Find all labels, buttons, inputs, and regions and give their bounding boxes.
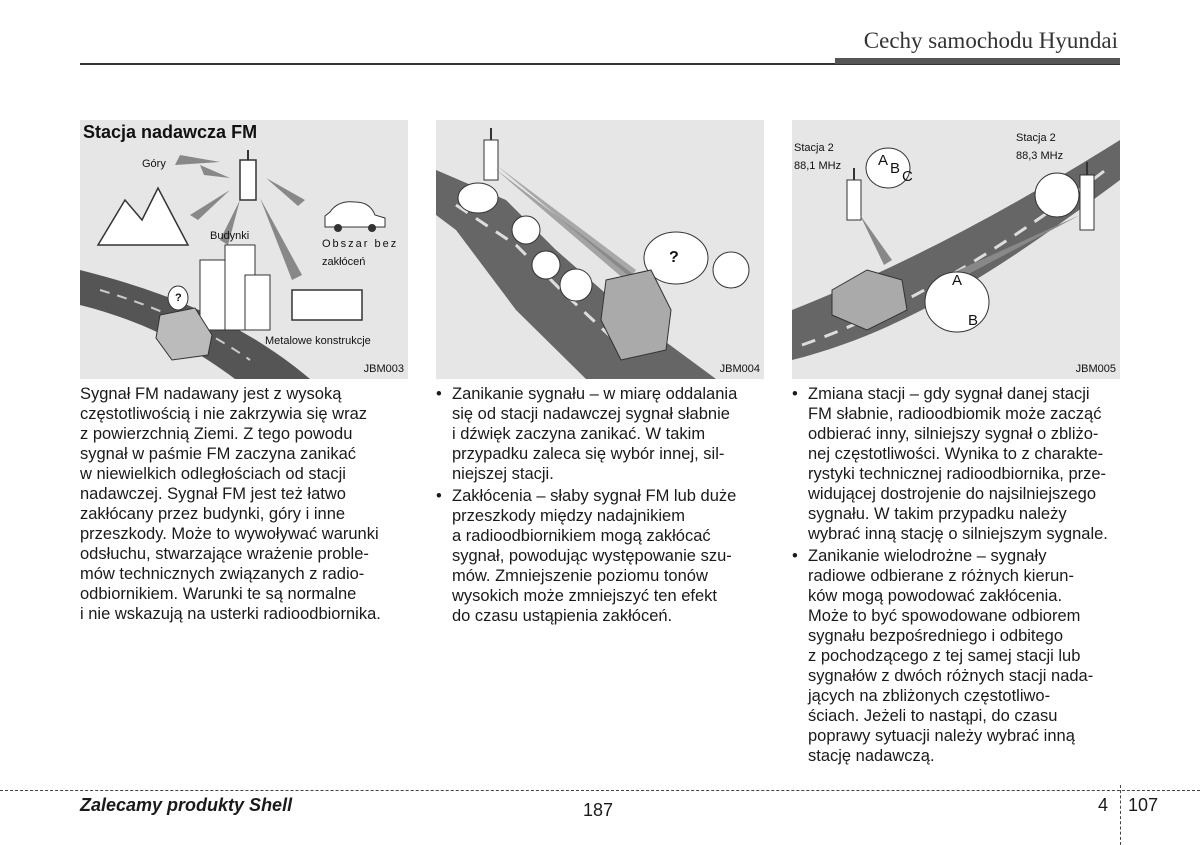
bullet-line: sygnałów z dwóch różnych stacji nada- <box>808 667 1094 685</box>
text-column-middle <box>436 384 766 628</box>
bullet-line: z pochodzącego z tej samej stacji lub <box>808 647 1081 665</box>
bullet-line: się od stacji nadawczej sygnał słabnie <box>452 405 730 423</box>
bullet-line: stację nadawczą. <box>808 747 935 765</box>
bullet-line: widującej dostrojenie do najsilniejszego <box>808 485 1097 503</box>
footer-divider <box>1120 785 1121 845</box>
bullet-line: ściach. Jeżeli to nastąpi, do czasu <box>808 707 1058 725</box>
bullet-line: sygnał, powodując występowanie szu- <box>452 547 732 565</box>
bullet-line: do czasu ustąpienia zakłóceń. <box>452 607 673 625</box>
bullet-line: a radioodbiornikiem mogą zakłócać <box>452 527 711 545</box>
letter-c: C <box>902 168 913 185</box>
bullet-line: Zanikanie sygnału – w miarę oddalania <box>452 385 738 403</box>
bullet-line: nej częstotliwości. Wynika to z charakte- <box>808 445 1104 463</box>
paragraph-line: częstotliwością i nie zakrzywia się wraz <box>80 405 368 423</box>
paragraph-line: mów technicznych związanych z radio- <box>80 565 365 583</box>
footer-section-page: 107 <box>1128 795 1159 815</box>
bullet-dot: • <box>792 385 798 403</box>
station-change-illustration <box>792 120 1120 379</box>
figure-code: JBM003 <box>363 363 404 375</box>
bullet-line: Zmiana stacji – gdy sygnał danej stacji <box>808 385 1090 403</box>
bullet-line: wysokich może zmniejszyć ten efekt <box>452 587 718 605</box>
label-metal-structures: Metalowe konstrukcje <box>265 335 371 347</box>
label-station-right: Stacja 2 <box>1016 132 1056 144</box>
label-buildings: Budynki <box>210 230 250 242</box>
question-mark: ? <box>175 292 182 304</box>
bullet-dot: • <box>436 487 442 505</box>
letter-a-bottom: A <box>952 272 963 289</box>
text-column-left <box>80 384 408 624</box>
paragraph-line: odsłuchu, stwarzające wrażenie proble- <box>80 545 369 563</box>
letter-b-bottom: B <box>968 312 979 329</box>
bullet-line: Zanikanie wielodrożne – sygnały <box>808 547 1047 565</box>
bullet-line: poprawy sytuacji należy wybrać inną <box>808 727 1075 745</box>
bullet-line: radiowe odbierane z różnych kierun- <box>808 567 1074 585</box>
figure-code: JBM005 <box>1075 363 1116 375</box>
paragraph-line: odbiornikiem. Warunki te są normalne <box>80 585 357 603</box>
paragraph-line: z powierzchnią Ziemi. Z tego powodu <box>80 425 353 443</box>
figure-station-change <box>792 120 1120 379</box>
label-station-left: Stacja 2 <box>794 142 834 154</box>
footer-brand: Zalecamy produkty Shell <box>80 795 293 815</box>
footer-chapter: 4 <box>1098 795 1109 815</box>
question-mark: ? <box>669 249 679 266</box>
bullet-line: Zakłócenia – słaby sygnał FM lub duże <box>452 487 737 505</box>
label-freq-right: 88,3 MHz <box>1016 150 1064 162</box>
bullet-line: i dźwięk zaczyna zanikać. W takim <box>452 425 706 443</box>
bullet-item <box>792 546 1122 766</box>
figure-fm-station <box>80 120 408 379</box>
paragraph-line: Sygnał FM nadawany jest z wysoką <box>80 385 342 403</box>
figure-title: Stacja nadawcza FM <box>83 122 258 142</box>
paragraph-line: przeszkody. Może to wywoływać warunki <box>80 525 379 543</box>
footer-page-number: 187 <box>583 800 614 820</box>
figure-code: JBM004 <box>719 363 760 375</box>
paragraph-line: w niewielkich odległościach od stacji <box>80 465 346 483</box>
bullet-line: przypadku zaleca się wybór innej, sil- <box>452 445 725 463</box>
signal-fading-illustration <box>436 120 764 379</box>
header-rule-accent <box>835 58 1120 64</box>
label-clear-area: Obszar bez <box>322 238 399 250</box>
text-column-right <box>792 384 1122 768</box>
bullet-item <box>436 486 766 626</box>
bullet-line: FM słabnie, radioodbiomik może zacząć <box>808 405 1102 423</box>
bullet-line: odbierać inny, silniejszy sygnał o zbliżo- <box>808 425 1099 443</box>
label-freq-left: 88,1 MHz <box>794 160 842 172</box>
bullet-dot: • <box>792 547 798 565</box>
paragraph-line: nadawczej. Sygnał FM jest też łatwo <box>80 485 346 503</box>
bullet-line: niejszej stacji. <box>452 465 554 483</box>
label-clear-area-2: zakłóceń <box>322 256 366 268</box>
bullet-line: ków mogą powodować zakłócenia. <box>808 587 1063 605</box>
bullet-line: przeszkody między nadajnikiem <box>452 507 685 525</box>
figure-signal-fading <box>436 120 764 379</box>
paragraph-line: i nie wskazują na usterki radioodbiornika. <box>80 605 381 623</box>
bullet-item <box>792 384 1122 544</box>
bullet-line: mów. Zmniejszenie poziomu tonów <box>452 567 708 585</box>
letter-b: B <box>890 160 901 177</box>
bullet-line: rystyki technicznej radioodbiornika, prze- <box>808 465 1107 483</box>
bullet-item <box>436 384 766 484</box>
letter-a: A <box>878 152 889 169</box>
paragraph-line: sygnał w paśmie FM zaczyna zanikać <box>80 445 357 463</box>
label-mountains: Góry <box>142 158 166 170</box>
bullet-dot: • <box>436 385 442 403</box>
bullet-line: jących na zbliżonych częstotliwo- <box>808 687 1051 705</box>
bullet-line: wybrać inną stację o silniejszym sygnale. <box>808 525 1108 543</box>
footer-rule <box>0 790 1200 791</box>
header-title: Cechy samochodu Hyundai <box>863 28 1118 53</box>
bullet-line: Może to być spowodowane odbiorem <box>808 607 1081 625</box>
bullet-line: sygnału. W takim przypadku należy <box>808 505 1067 523</box>
bullet-line: sygnału bezpośredniego i odbitego <box>808 627 1064 645</box>
paragraph-line: zakłócany przez budynki, góry i inne <box>80 505 346 523</box>
